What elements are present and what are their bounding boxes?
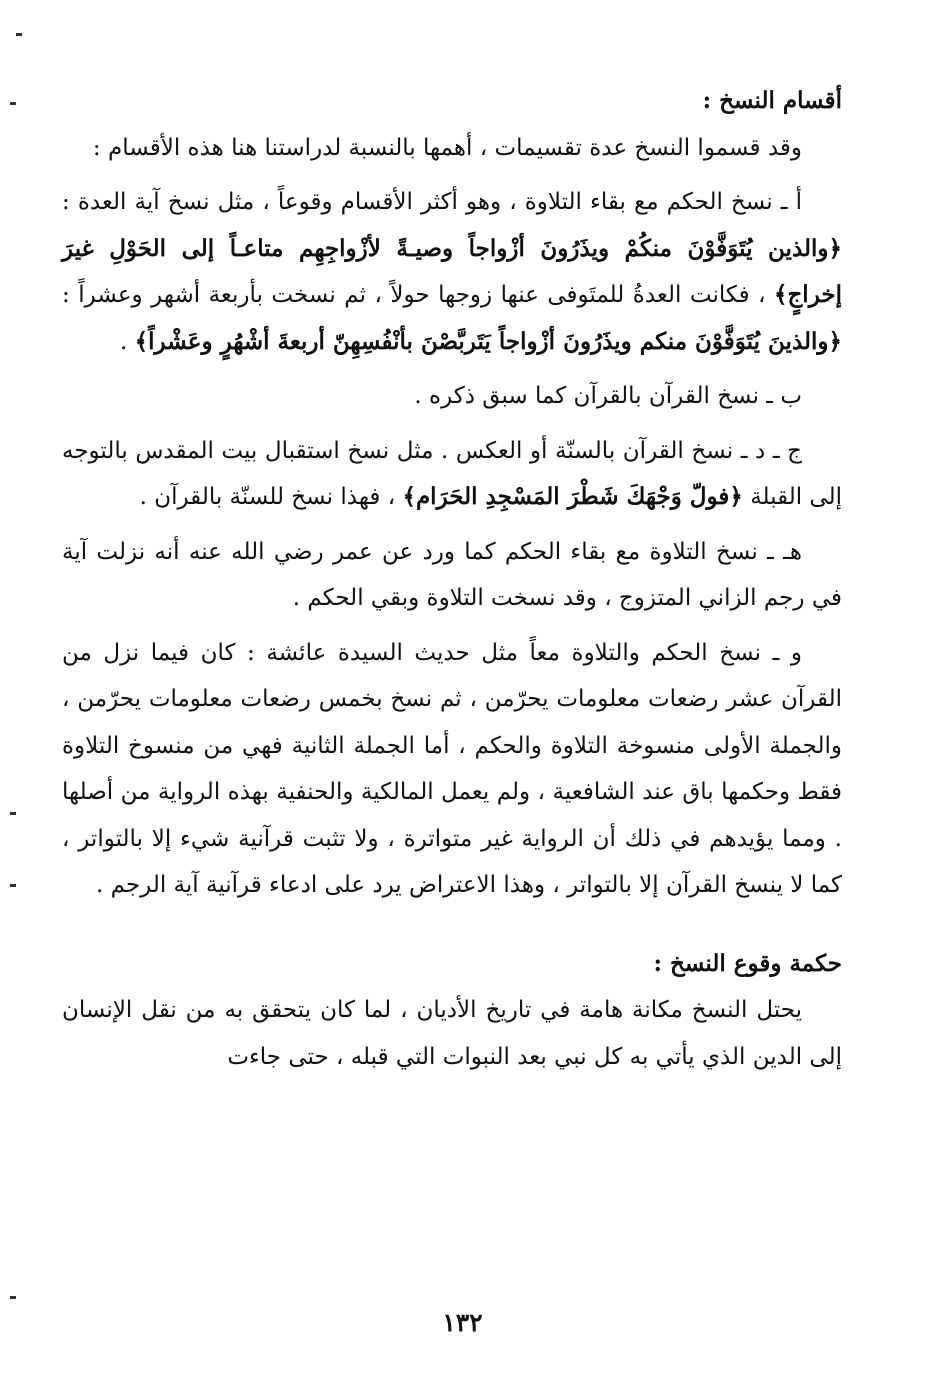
item-jd-quran: ﴿فولّ وَجْهَكَ شَطْرَ المَسْجِدِ الحَرَام﴾ <box>402 483 743 510</box>
scan-mark <box>10 884 16 887</box>
scan-mark <box>10 102 16 105</box>
scan-mark <box>16 33 22 36</box>
section-heading-aqsam: أقسام النسخ : <box>702 87 842 114</box>
item-a-quran1: ﴿والذين يُتَوَفَّوْنَ منكُمْ ويذَرُونَ أزْواجاً وصيـةً لأزْواجِهِم متاعـاً إلى الحَوْلِ غيرَ إخراجٍ﴾ <box>62 234 842 308</box>
scan-mark <box>10 812 16 815</box>
scan-mark <box>10 1296 16 1299</box>
item-jd-text2: ، فهذا نسخ للسنّة بالقرآن . <box>139 484 403 510</box>
item-a-text3: . <box>120 328 135 355</box>
section-heading-hikma: حكمة وقوع النسخ : <box>653 949 842 977</box>
list-item-jd <box>62 428 842 521</box>
intro-paragraph: وقد قسموا النسخ عدة تقسيمات ، أهمها بالنسبة لدراستنا هنا هذه الأقسام : <box>92 134 802 161</box>
list-item-a <box>62 179 842 365</box>
list-item-h: هـ ـ نسخ التلاوة مع بقاء الحكم كما ورد عن عمر رضي الله عنه أنه نزلت آية في رجم الزاني المتزوج ، وقد نسخت التلاوة وبقي الحكم . <box>62 538 842 611</box>
hikma-paragraph: يحتل النسخ مكانة هامة في تاريخ الأديان ، لما كان يتحقق به من نقل الإنسان إلى الدين الذي يأتي به كل نبي بعد النبوات التي قبله ، حتى جاءت <box>62 997 842 1070</box>
item-a-text1: أ ـ نسخ الحكم مع بقاء التلاوة ، وهو أكثر الأقسام وقوعاً ، مثل نسخ آية العدة : <box>62 189 802 215</box>
page-body <box>62 78 842 1080</box>
page-number: ١٣٢ <box>442 1308 483 1337</box>
list-item-w: و ـ نسخ الحكم والتلاوة معاً مثل حديث السيدة عائشة : كان فيما نزل من القرآن عشر رضعات معلومات يحرّمن ، ثم نسخ بخمس رضعات معلومات يحرّمن ، والجملة الأولى منسوخة التلاوة والحكم ، أما الجملة الثانية فهي من منسوخ التلاوة فقط وحكمها باق عند الشافعية ، ولم يعمل المالكية والحنفية بهذه الرواية من أصلها . ومما يؤيدهم في ذلك أن الرواية غير متواترة ، ولا تثبت قرآنية شيء إلا بالتواتر ، كما لا ينسخ القرآن إلا بالتواتر ، وهذا الاعتراض يرد على ادعاء قرآنية آية الرجم . <box>62 639 842 898</box>
item-a-text2: ، فكانت العدةُ للمتَوفى عنها زوجها حولاً ، ثم نسخت بأربعة أشهر وعشراً : <box>62 282 774 308</box>
item-jd-text1: ج ـ د ـ نسخ القرآن بالسنّة أو العكس . مثل نسخ استقبال بيت المقدس بالتوجه إلى القبلة <box>62 437 842 510</box>
item-a-quran2: ﴿والذينَ يُتَوَفَّوْنَ منكم ويذَرُونَ أزْواجاً يَتَربَّصْنَ بأنْفُسِهِنّ أربعةَ أشْهُرٍ وعَشْراً﴾ <box>134 327 842 355</box>
list-item-b: ب ـ نسخ القرآن بالقرآن كما سبق ذكره . <box>414 383 802 409</box>
